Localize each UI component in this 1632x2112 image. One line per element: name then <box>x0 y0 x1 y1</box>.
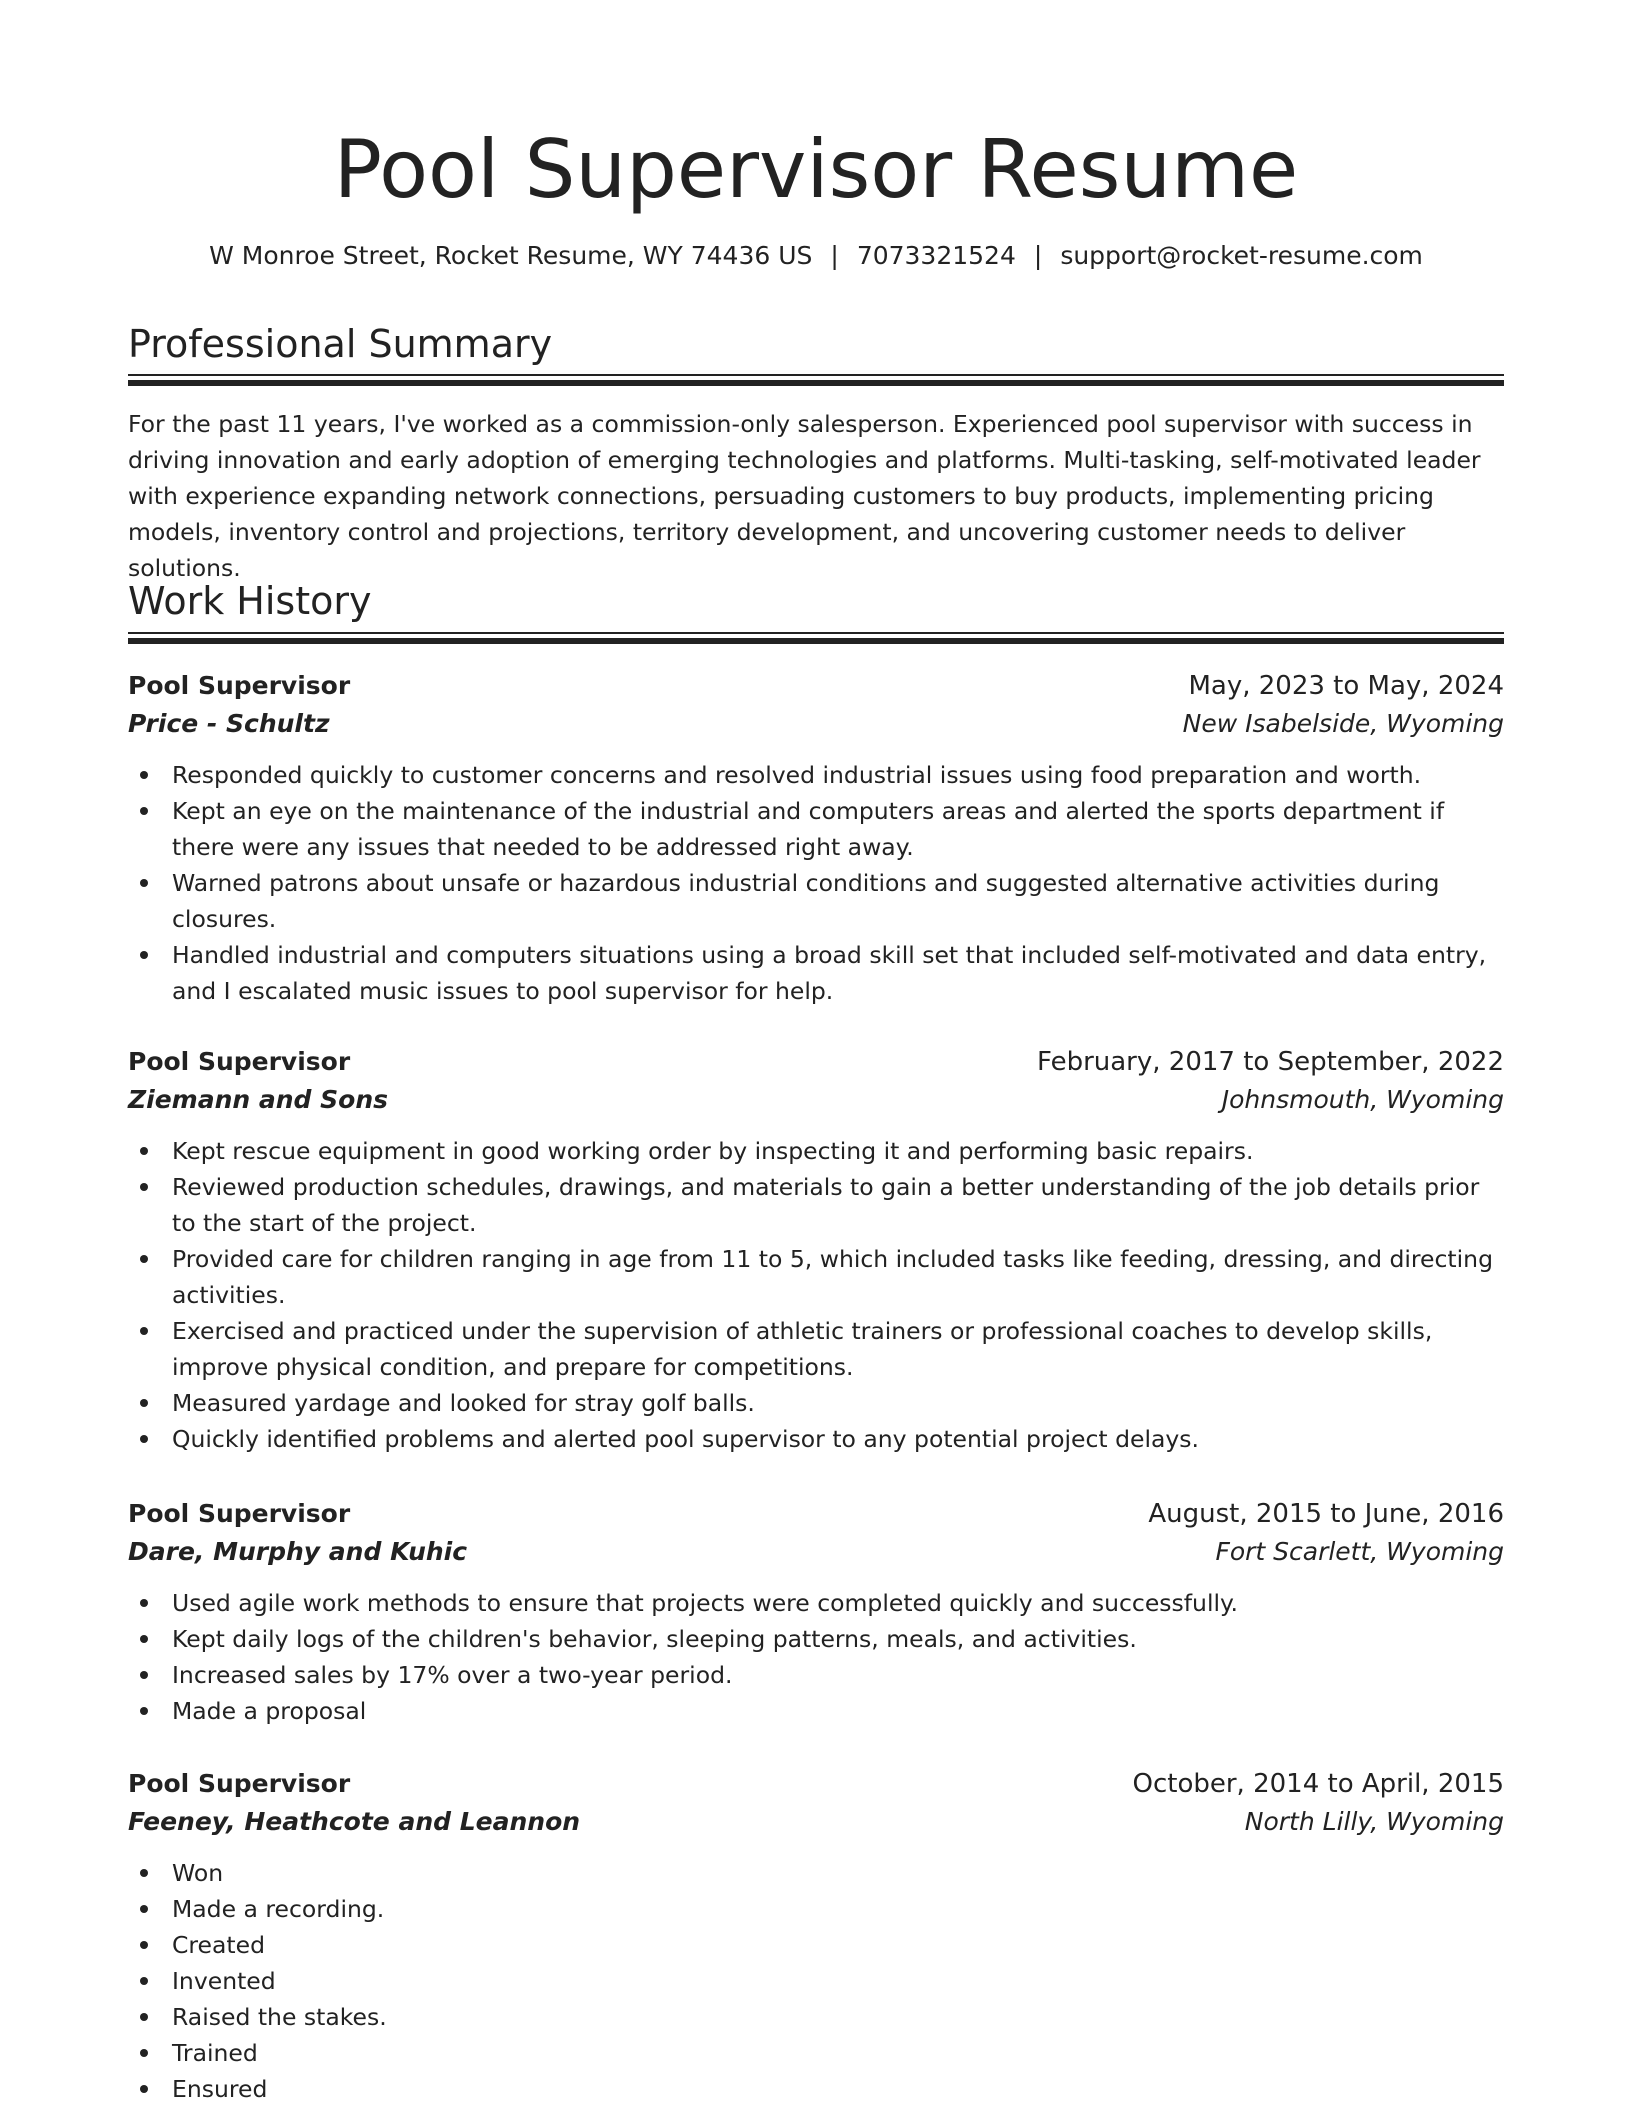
contact-address: W Monroe Street, Rocket Resume, WY 74436 US <box>209 241 813 270</box>
bullet-item <box>128 1241 1504 1313</box>
bullet-item <box>128 1693 1504 1729</box>
bullet-text: Increased sales by 17% over a two-year period. <box>172 1661 733 1689</box>
contact-line <box>0 236 1632 276</box>
bullet-dot-icon <box>140 1905 148 1913</box>
bullet-item <box>128 1963 1504 1999</box>
job-entry <box>128 1765 1504 2107</box>
job-dates: August, 2015 to June, 2016 <box>1148 1499 1504 1529</box>
job-bullets <box>128 1585 1504 1729</box>
summary-heading: Professional Summary <box>128 322 553 366</box>
bullet-text: Measured yardage and looked for stray golf balls. <box>172 1389 755 1417</box>
work-history-divider <box>128 632 1504 644</box>
bullet-text: Created <box>172 1931 266 1959</box>
job-dates: May, 2023 to May, 2024 <box>1188 671 1504 701</box>
work-history-heading: Work History <box>128 579 372 623</box>
job-location: New Isabelside, Wyoming <box>1182 709 1504 738</box>
bullet-dot-icon <box>140 807 148 815</box>
contact-separator: | <box>1033 241 1043 270</box>
bullet-item <box>128 793 1504 865</box>
bullet-dot-icon <box>140 1399 148 1407</box>
job-company: Ziemann and Sons <box>128 1085 388 1114</box>
bullet-dot-icon <box>140 1435 148 1443</box>
job-entry <box>128 1495 1504 1729</box>
job-location: Johnsmouth, Wyoming <box>1221 1085 1504 1114</box>
bullet-text: Invented <box>172 1967 276 1995</box>
bullet-text: Quickly identified problems and alerted pool supervisor to any potential project delays. <box>172 1425 1200 1453</box>
bullet-dot-icon <box>140 1327 148 1335</box>
bullet-item <box>128 1657 1504 1693</box>
bullet-item <box>128 757 1504 793</box>
bullet-text: Raised the stakes. <box>172 2003 387 2031</box>
bullet-dot-icon <box>140 1869 148 1877</box>
contact-separator: | <box>830 241 839 270</box>
bullet-dot-icon <box>140 1147 148 1155</box>
bullet-text: Exercised and practiced under the supervision of athletic trainers or professional coaches to develop skills, improve physical condition, and prepare for competitions. <box>172 1317 1433 1381</box>
bullet-item <box>128 1133 1504 1169</box>
bullet-dot-icon <box>140 1707 148 1715</box>
bullet-item <box>128 1621 1504 1657</box>
job-bullets <box>128 757 1504 1009</box>
job-company: Dare, Murphy and Kuhic <box>128 1537 468 1566</box>
job-bullets <box>128 1855 1504 2107</box>
bullet-text: Responded quickly to customer concerns and resolved industrial issues using food preparation and worth. <box>172 761 1422 789</box>
bullet-text: Trained <box>172 2039 258 2067</box>
bullet-item <box>128 1999 1504 2035</box>
bullet-dot-icon <box>140 1941 148 1949</box>
job-location: North Lilly, Wyoming <box>1244 1807 1504 1836</box>
bullet-item <box>128 2035 1504 2071</box>
contact-phone: 7073321524 <box>856 241 1016 270</box>
resume-title: Pool Supervisor Resume <box>333 123 1299 216</box>
bullet-item <box>128 865 1504 937</box>
job-title: Pool Supervisor <box>128 1047 351 1076</box>
bullet-dot-icon <box>140 1977 148 1985</box>
job-title: Pool Supervisor <box>128 1769 351 1798</box>
bullet-item <box>128 1891 1504 1927</box>
bullet-text: Kept an eye on the maintenance of the industrial and computers areas and alerted the sports department if there were any issues that needed to be addressed right away. <box>172 797 1445 861</box>
bullet-dot-icon <box>140 2013 148 2021</box>
bullet-dot-icon <box>140 951 148 959</box>
bullet-text: Made a proposal <box>172 1697 367 1725</box>
bullet-item <box>128 1855 1504 1891</box>
bullet-dot-icon <box>140 1635 148 1643</box>
bullet-dot-icon <box>140 1255 148 1263</box>
bullet-item <box>128 1169 1504 1241</box>
job-bullets <box>128 1133 1504 1457</box>
job-title: Pool Supervisor <box>128 671 351 700</box>
bullet-text: Ensured <box>172 2075 268 2103</box>
bullet-item <box>128 1421 1504 1457</box>
job-location: Fort Scarlett, Wyoming <box>1215 1537 1504 1566</box>
bullet-item <box>128 1313 1504 1385</box>
bullet-text: Provided care for children ranging in age from 11 to 5, which included tasks like feeding, dressing, and directing activities. <box>172 1245 1493 1309</box>
bullet-text: Kept rescue equipment in good working order by inspecting it and performing basic repairs. <box>172 1137 1254 1165</box>
bullet-dot-icon <box>140 2049 148 2057</box>
bullet-text: Warned patrons about unsafe or hazardous industrial conditions and suggested alternative activities during closures. <box>172 869 1440 933</box>
bullet-dot-icon <box>140 771 148 779</box>
job-title: Pool Supervisor <box>128 1499 351 1528</box>
bullet-dot-icon <box>140 1671 148 1679</box>
bullet-dot-icon <box>140 879 148 887</box>
bullet-text: Won <box>172 1859 224 1887</box>
bullet-dot-icon <box>140 2085 148 2093</box>
summary-text: For the past 11 years, I've worked as a commission-only salesperson. Experienced pool supervisor with success in driving innovation and early adoption of emerging technologies and platforms. Multi-tasking, self-motivated leader with experience expanding network connections, persuading customers to buy products, implementing pricing models, inventory control and projections, territory development, and uncovering customer needs to deliver solutions. <box>128 410 1481 582</box>
bullet-text: Made a recording. <box>172 1895 385 1923</box>
job-company: Feeney, Heathcote and Leannon <box>128 1807 581 1836</box>
job-dates: October, 2014 to April, 2015 <box>1132 1769 1504 1799</box>
bullet-dot-icon <box>140 1599 148 1607</box>
bullet-dot-icon <box>140 1183 148 1191</box>
bullet-item <box>128 2071 1504 2107</box>
bullet-item <box>128 1385 1504 1421</box>
job-entry <box>128 1043 1504 1457</box>
bullet-text: Kept daily logs of the children's behavior, sleeping patterns, meals, and activities. <box>172 1625 1137 1653</box>
job-entry <box>128 667 1504 1009</box>
job-company: Price - Schultz <box>128 709 330 738</box>
bullet-text: Used agile work methods to ensure that projects were completed quickly and successfully. <box>172 1589 1239 1617</box>
job-dates: February, 2017 to September, 2022 <box>1037 1047 1504 1077</box>
bullet-item <box>128 1927 1504 1963</box>
bullet-item <box>128 1585 1504 1621</box>
bullet-text: Handled industrial and computers situations using a broad skill set that included self-motivated and data entry, and I escalated music issues to pool supervisor for help. <box>172 941 1487 1005</box>
bullet-text: Reviewed production schedules, drawings, and materials to gain a better understanding of the job details prior to the start of the project. <box>172 1173 1480 1237</box>
bullet-item <box>128 937 1504 1009</box>
contact-email: support@rocket-resume.com <box>1060 241 1423 270</box>
summary-divider <box>128 374 1504 386</box>
